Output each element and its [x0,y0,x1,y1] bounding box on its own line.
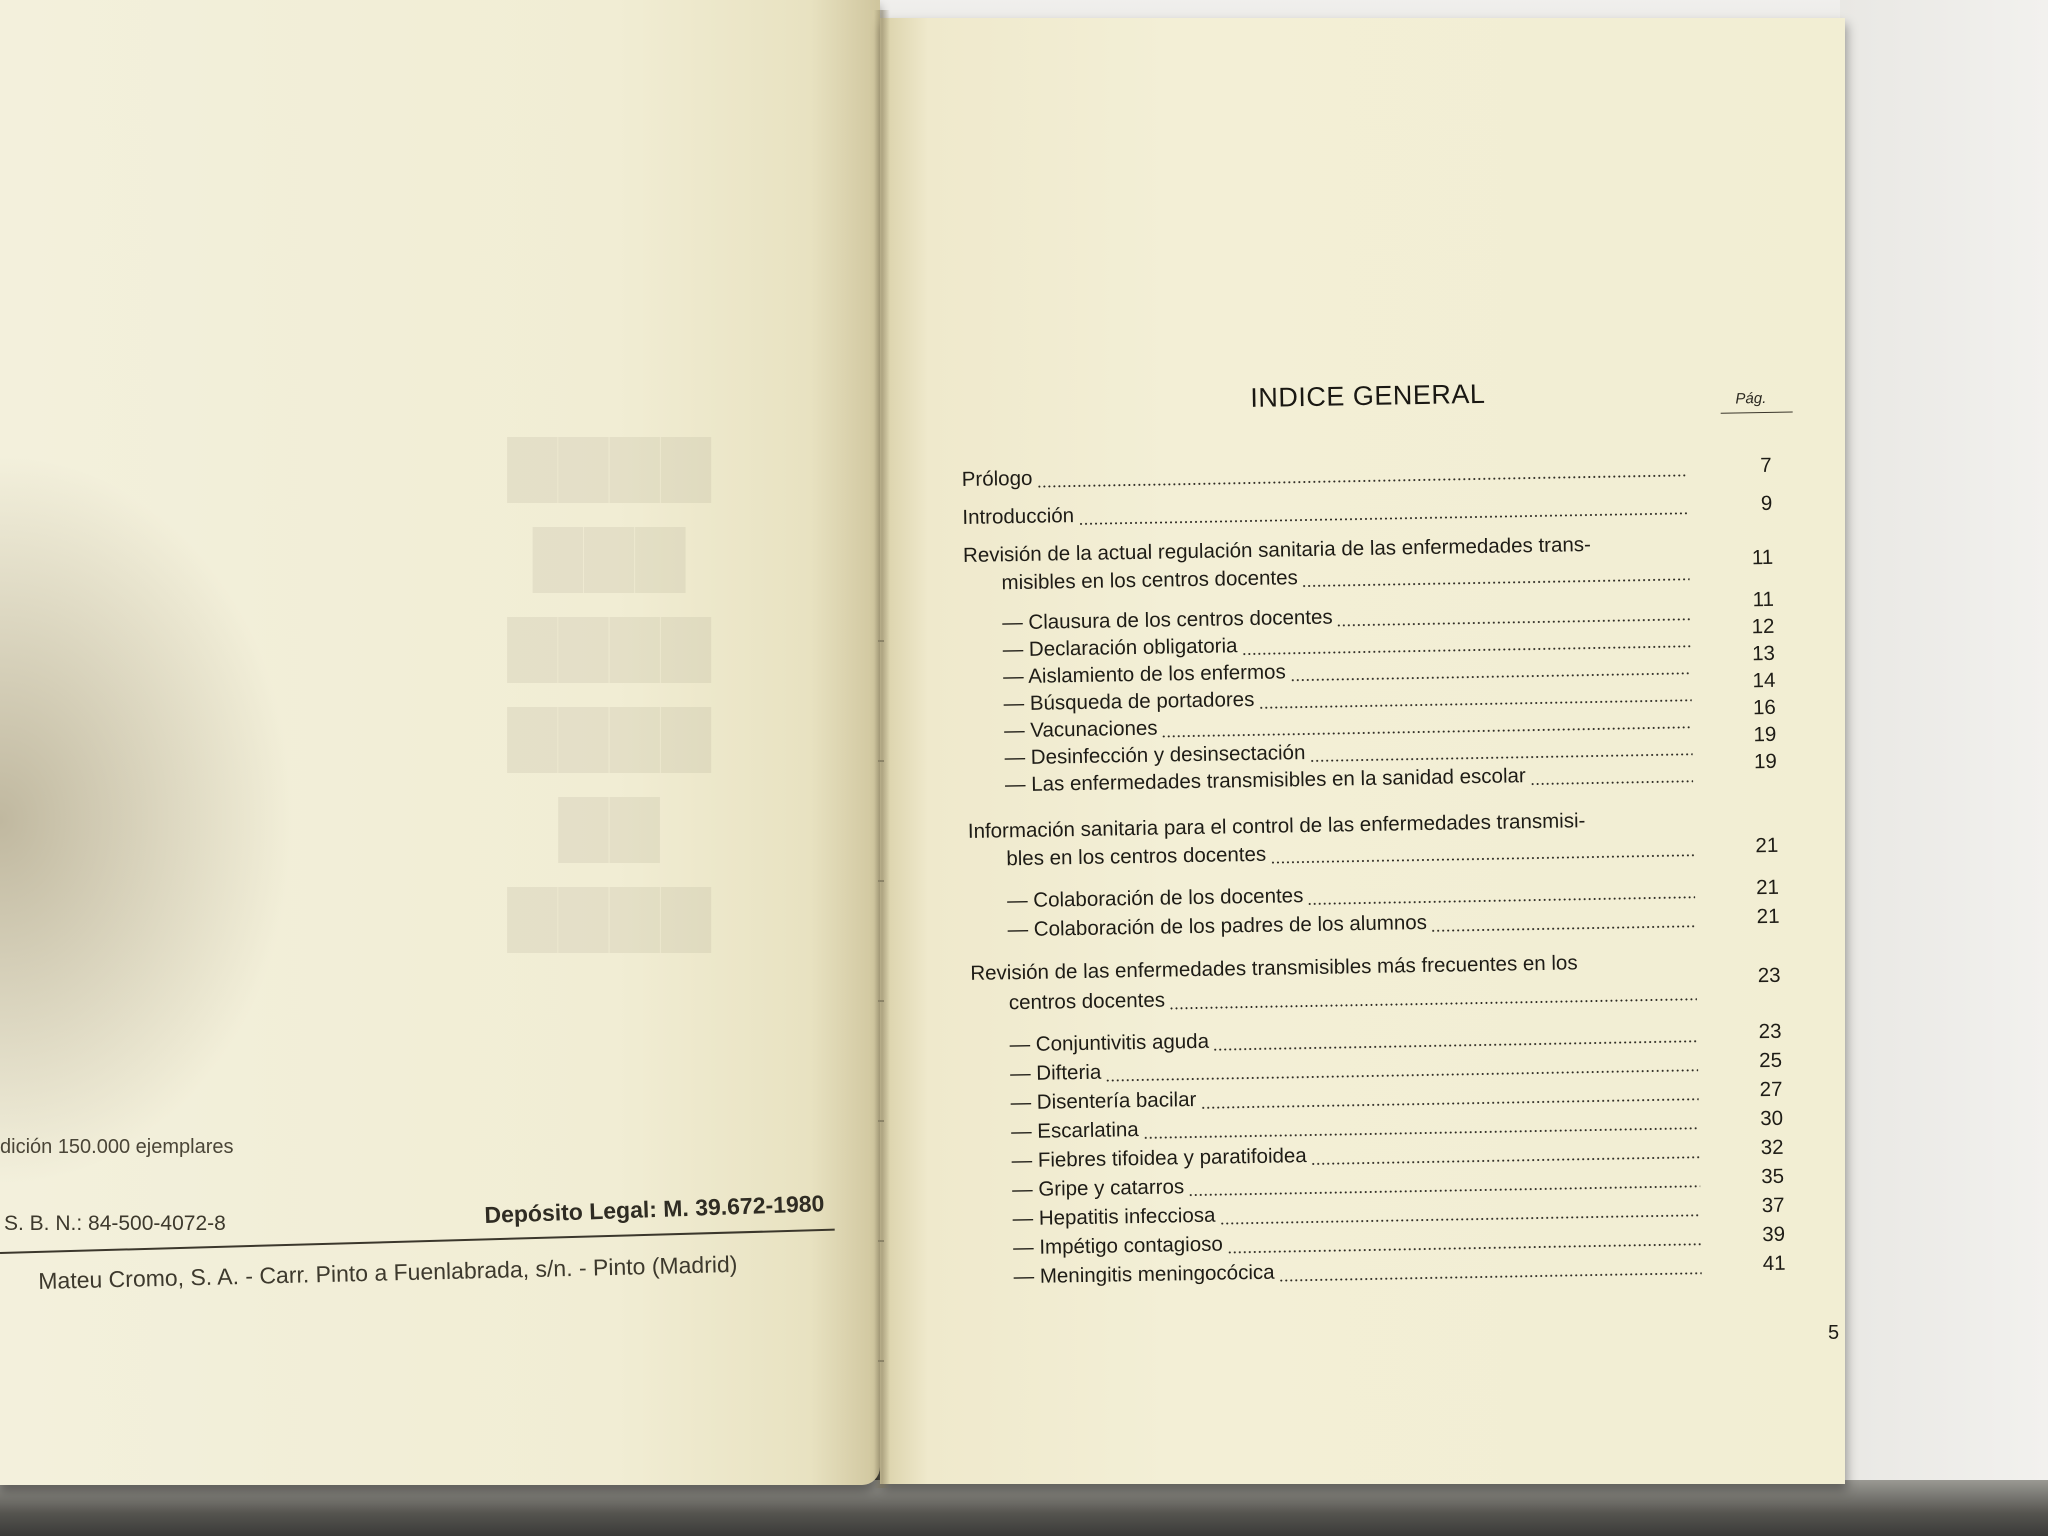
toc-page-number: 21 [1755,833,1779,858]
toc-subentry: — Búsqueda de portadores [1003,680,1695,718]
toc-title: INDICE GENERAL [1250,378,1486,413]
toc-subentry: — Colaboración de los padres de los alumnos [1007,906,1699,944]
toc-page-number: 11 [1752,587,1775,612]
toc-page-number: 19 [1753,749,1777,774]
toc-subentry: — Declaración obligatoria [1003,626,1695,664]
binding-stitch [878,640,884,642]
toc-page-number: 39 [1762,1222,1786,1247]
left-page [0,0,880,1485]
toc-page-number: 12 [1751,614,1775,639]
toc-page-number: 23 [1758,1019,1782,1044]
toc-subentry: — Disentería bacilar [1010,1079,1702,1117]
toc-entry: bles en los centros docentes [1006,835,1698,873]
toc-page-number: 27 [1759,1077,1783,1102]
toc-page-number: 7 [1760,453,1772,478]
book-gutter [874,10,890,1488]
toc-entry-line: Revisión de la actual regulación sanitaria de las enfermedades trans- [962,533,1592,567]
toc-subentry: — Meningitis meningocócica [1013,1253,1705,1291]
toc-entry: Prólogo [962,455,1692,494]
toc-page-number: 13 [1751,641,1776,666]
toc-subentry: — Gripe y catarros [1012,1166,1704,1204]
binding-stitch [878,1360,884,1362]
toc-subentry: — Fiebres tifoidea y paratifoidea [1011,1137,1703,1175]
toc-page-number: 37 [1761,1193,1785,1218]
toc-entry: Introducción [962,493,1692,532]
toc-entry: centros docentes [1009,979,1701,1017]
printer-text: Mateu Cromo, S. A. - Carr. Pinto a Fuenlabrada, s/n. - Pinto (Madrid) [38,1250,738,1294]
binding-stitch [878,1120,884,1122]
toc-page-number: 25 [1758,1048,1783,1073]
toc-subentry: — Impétigo contagioso [1013,1224,1705,1262]
toc-page-number: 23 [1757,963,1781,988]
toc-page-number: 14 [1752,668,1776,693]
toc-page-number: 16 [1752,695,1777,720]
toc-subentry: — Hepatitis infecciosa [1012,1195,1704,1233]
toc-subentry: — Conjuntivitis aguda [1009,1021,1701,1059]
toc-subentry: — Clausura de los centros docentes [1002,599,1694,637]
toc-entry: misibles en los centros docentes [1001,559,1693,597]
toc-entry-line: Información sanitaria para el control de las enfermedades transmisi- [967,809,1586,843]
toc-page-number: 21 [1756,904,1780,929]
toc-page-number: 9 [1760,491,1773,516]
toc-page-number: 41 [1762,1251,1786,1276]
edition-text: dición 150.000 ejemplares [0,1136,234,1158]
isbn-text: S. B. N.: 84-500-4072-8 [4,1212,226,1235]
toc-page-number: 21 [1755,875,1780,900]
binding-stitch [878,760,884,762]
toc-page-number: 35 [1761,1164,1785,1189]
toc-page-number: 30 [1759,1106,1784,1131]
toc-subentry: — Vacunaciones [1004,707,1696,745]
page-number: 5 [1828,1322,1840,1344]
table-of-contents [960,366,1807,1360]
toc-subentry: — Aislamiento de los enfermos [1003,653,1695,691]
toc-subentry: — Las enfermedades transmisibles en la sanidad escolar [1005,761,1697,799]
background-right [1840,0,2048,1536]
binding-stitch [878,880,884,882]
toc-page-number: 32 [1760,1135,1784,1160]
toc-subentry: — Escarlatina [1011,1108,1703,1146]
deposito-legal-text: Depósito Legal: M. 39.672-1980 [484,1190,825,1228]
toc-entry-line: Revisión de las enfermedades transmisibles más frecuentes en los [970,951,1578,985]
toc-subentry: — Desinfección y desinsectación [1004,734,1696,772]
binding-stitch [878,1000,884,1002]
toc-page-number: 11 [1751,545,1774,570]
binding-stitch [878,1240,884,1242]
toc-subentry: — Colaboración de los docentes [1007,877,1699,915]
show-through-title: ▇▇▇▇ ▇▇▇ ▇▇▇▇ ▇▇▇▇ ▇▇ ▇▇▇▇ [507,429,713,951]
toc-subentry: — Difteria [1010,1050,1702,1088]
toc-page-number: 19 [1753,722,1777,747]
page-column-header: Pág. [1735,389,1767,408]
page-column-rule [1721,411,1793,413]
